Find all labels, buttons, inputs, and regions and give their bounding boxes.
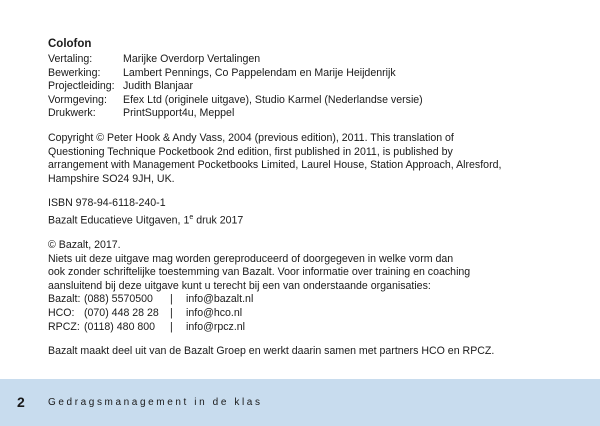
credit-row [48,67,578,81]
page-number: 2 [17,394,25,410]
contact-row-bazalt [48,293,578,307]
credit-label: Vormgeving: [48,93,107,106]
isbn-block [48,197,578,228]
contact-org: Bazalt: [48,293,81,306]
copyright-line: Copyright © Peter Hook & Andy Vass, 2004 (previous edition), 2011. This translation of [48,131,454,144]
credit-label: Projectleiding: [48,80,115,93]
contact-row-hco [48,307,578,321]
credit-value: Efex Ltd (originele uitgave), Studio Karmel (Nederlandse versie) [123,93,423,106]
credit-value: PrintSupport4u, Meppel [123,107,235,120]
contact-email[interactable]: info@rpcz.nl [186,320,246,333]
credit-row [48,80,578,94]
credit-value: Lambert Pennings, Co Pappelendam en Marije Heijdenrijk [123,66,396,79]
credit-row [48,107,578,121]
contact-separator: | [170,293,173,306]
rights-paragraph [48,239,578,334]
credit-label: Bewerking: [48,66,101,79]
rights-line: aansluitend bij deze uitgave kunt u terecht bij een van onderstaande organisaties: [48,279,431,292]
contact-phone: (070) 448 28 28 [84,307,159,320]
credit-row [48,94,578,108]
rights-line: ook zonder schriftelijke toestemming van Bazalt. Voor informatie over training en coaching [48,266,471,279]
edition-line [48,211,578,228]
contact-separator: | [170,320,173,333]
contact-phone: (088) 5570500 [84,293,153,306]
contact-phone: (0118) 480 800 [84,320,156,333]
contact-email[interactable]: info@hco.nl [186,307,243,320]
credit-value: Marijke Overdorp Vertalingen [123,53,261,65]
contact-row-rpcz [48,321,578,335]
colofon-page [48,37,578,359]
copyright-line: Questioning Technique Pocketbook 2nd edition, first published in 2011, is published by [48,145,453,158]
isbn-number: ISBN 978-94-6118-240-1 [48,197,166,210]
edition-suffix: druk 2017 [193,214,244,227]
colofon-title: Colofon [48,38,92,50]
closing-statement: Bazalt maakt deel uit van de Bazalt Groep en werkt daarin samen met partners HCO en RPCZ. [48,345,495,358]
running-title: Gedragsmanagement in de klas [48,397,263,408]
copyright-paragraph [48,132,578,186]
edition-prefix: Bazalt Educatieve Uitgaven, 1 [48,214,190,227]
contact-org: RPCZ: [48,320,80,333]
rights-line: © Bazalt, 2017. [48,239,121,252]
contact-org: HCO: [48,307,75,320]
credits-list [48,53,578,121]
credit-value: Judith Blanjaar [123,80,194,93]
copyright-line: Hampshire SO24 9JH, UK. [48,172,175,185]
rights-line: Niets uit deze uitgave mag worden gereproduceerd of doorgegeven in welke vorm dan [48,252,454,265]
credit-label: Vertaling: [48,53,93,65]
credit-label: Drukwerk: [48,107,96,120]
contact-email[interactable]: info@bazalt.nl [186,293,254,306]
contact-separator: | [170,307,173,320]
credit-row [48,53,578,67]
edition-superscript: e [189,213,194,221]
copyright-line: arrangement with Management Pocketbooks Limited, Laurel House, Station Approach, Alresford, [48,159,502,172]
